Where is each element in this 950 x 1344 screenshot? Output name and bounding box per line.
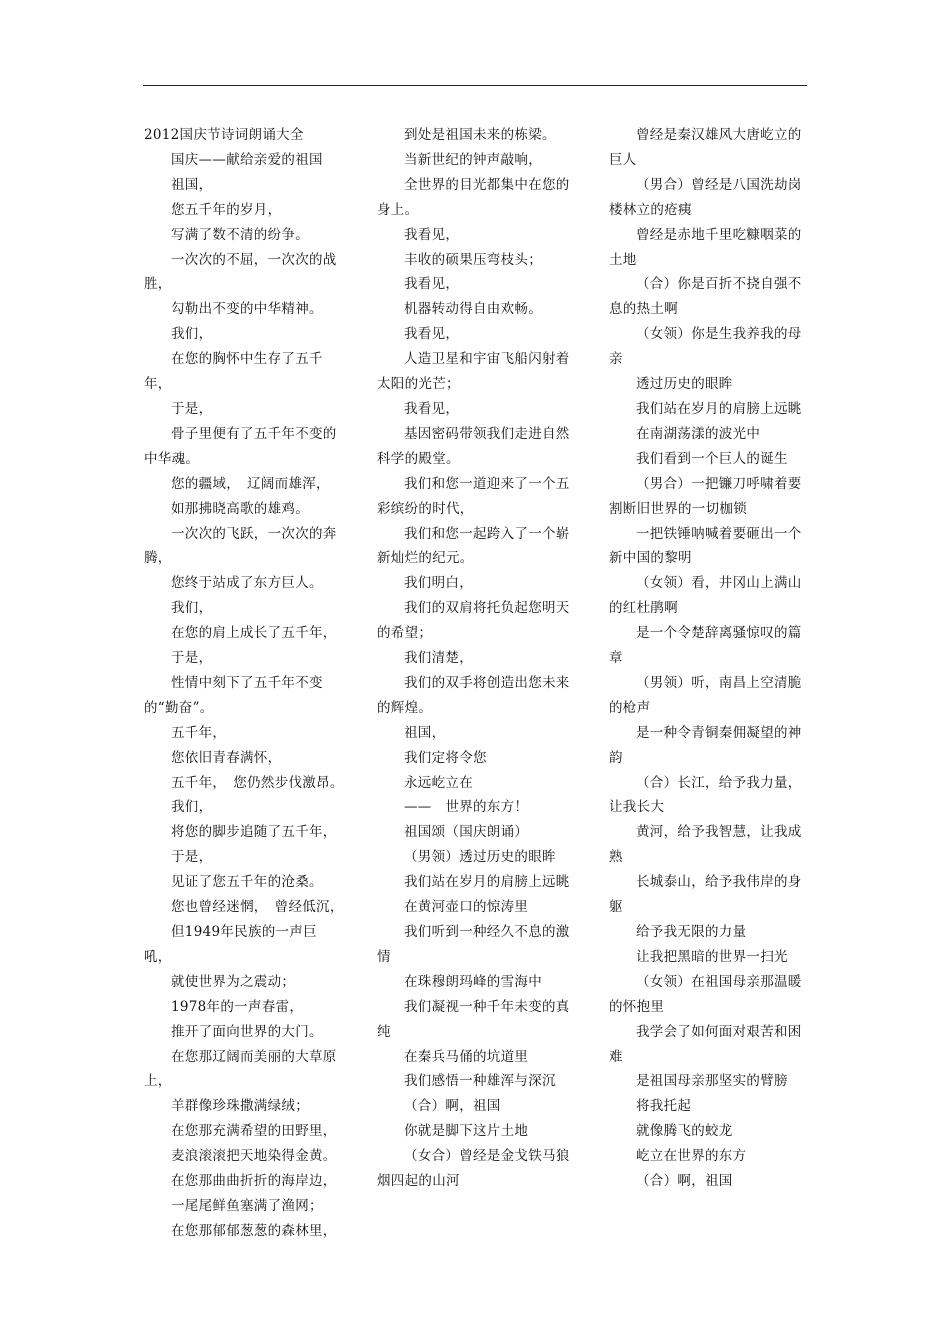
poem-line: 到处是祖国未来的栋梁。: [404, 127, 556, 143]
poem-line: 您五千年的岁月，: [171, 201, 282, 218]
poem-line: 曾经是赤地千里吃糠咽菜的土地: [609, 226, 802, 268]
poem-line: （男领）听，南昌上空清脆的枪声: [609, 674, 802, 716]
poem-line: 透过历史的眼眸: [636, 376, 733, 393]
poem-line: 黄河，给予我智慧，让我成熟: [609, 824, 802, 866]
poem-line: 国庆——献给亲爱的祖国: [171, 151, 323, 168]
poem-line: （女合）曾经是金戈铁马狼烟四起的山河: [377, 1148, 570, 1190]
poem-line: 我们的双肩将托负起您明天的希望；: [377, 600, 570, 642]
poem-line: 一把铁锤呐喊着要砸出一个新中国的黎明: [609, 525, 802, 567]
poem-line: 麦浪滚滚把天地染得金黄。: [171, 1148, 337, 1165]
poem-line: 您的疆域， 辽阔而雄浑，: [171, 475, 330, 492]
poem-line: —— 世界的东方！: [404, 799, 529, 816]
poem-line: 我们看到一个巨人的诞生: [636, 450, 788, 467]
poem-line: 我们站在岁月的肩膀上远眺: [636, 400, 802, 417]
poem-line: 一次次的不屈，一次次的战胜，: [144, 251, 337, 293]
poem-line: 在您那辽阔而美丽的大草原上，: [144, 1048, 337, 1090]
poem-line: 推开了面向世界的大门。: [171, 1023, 323, 1040]
poem-line: 于是，: [171, 650, 213, 667]
poem-line: 人造卫星和宇宙飞船闪射着太阳的光芒；: [377, 351, 570, 393]
poem-line: 我们凝视一种千年未变的真纯: [377, 998, 570, 1040]
poem-line: 我看见，: [404, 226, 460, 243]
poem-line: 让我把黑暗的世界一扫光: [636, 948, 788, 965]
header-rule: [143, 85, 807, 86]
poem-line: （男合）曾经是八国洗劫岗楼林立的疮痍: [609, 176, 802, 218]
poem-line: 我看见，: [404, 400, 460, 417]
poem-line: 在您的肩上成长了五千年，: [171, 625, 337, 642]
poem-line: 全世界的目光都集中在您的身上。: [377, 176, 570, 218]
poem-line: 在珠穆朗玛峰的雪海中: [404, 973, 542, 990]
poem-line: 您终于站成了东方巨人。: [171, 575, 323, 592]
text-column-3: [609, 123, 809, 1194]
poem-line: 曾经是秦汉雄风大唐屹立的巨人: [609, 127, 802, 168]
column-1-lines: [144, 148, 344, 1244]
poem-line: 羊群像珍珠撒满绿绒；: [171, 1098, 309, 1115]
poem-line: 丰收的硕果压弯枝头；: [404, 251, 542, 268]
poem-line: 如那拂晓高歌的雄鸡。: [171, 500, 309, 517]
poem-line: 是一种令青铜秦佣凝望的神韵: [609, 724, 802, 766]
poem-line: 在您那曲曲折折的海岸边，: [171, 1173, 337, 1190]
poem-line: 我们，: [171, 326, 213, 343]
poem-line: 我们站在岁月的肩膀上远眺: [404, 874, 570, 891]
poem-line: 我们，: [171, 799, 213, 816]
poem-line: 当新世纪的钟声敲响，: [404, 151, 542, 168]
poem-line: 永远屹立在: [404, 774, 473, 791]
poem-line: 我们感悟一种雄浑与深沉: [404, 1073, 556, 1090]
poem-line: 一尾尾鲜鱼塞满了渔网；: [171, 1197, 323, 1214]
poem-line: 性情中刻下了五千年不变的“勤奋”。: [144, 674, 323, 716]
poem-line: （女领）看，井冈山上满山的红杜鹃啊: [609, 575, 802, 617]
poem-line: 我看见，: [404, 326, 460, 343]
poem-line: 我学会了如何面对艰苦和困难: [609, 1023, 802, 1065]
poem-line: 我们清楚，: [404, 650, 473, 667]
poem-line: 就像腾飞的蛟龙: [636, 1123, 733, 1140]
poem-line: 我们的双手将创造出您未来的辉煌。: [377, 674, 570, 716]
poem-line: 我们，: [171, 600, 213, 617]
poem-line: 在您的胸怀中生存了五千年，: [144, 351, 323, 393]
poem-line: 于是，: [171, 849, 213, 866]
poem-line: 将您的脚步追随了五千年，: [171, 824, 337, 841]
poem-line: 在南湖荡漾的波光中: [636, 425, 761, 442]
text-column-2: [377, 123, 577, 1194]
poem-line: 我看见，: [404, 276, 460, 293]
poem-line: 给予我无限的力量: [636, 924, 747, 940]
poem-line: 您依旧青春满怀，: [171, 749, 282, 766]
poem-line: （合）长江，给予我力量，让我长大: [609, 774, 802, 816]
poem-line: 见证了您五千年的沧桑。: [171, 874, 323, 891]
poem-line: 五千年， 您仍然步伐激昂。: [171, 774, 344, 791]
poem-line: 我们和您一起跨入了一个崭新灿烂的纪元。: [377, 525, 570, 567]
poem-line: 写满了数不清的纷争。: [171, 226, 309, 243]
poem-line: 祖国颂（国庆朗诵）: [404, 824, 529, 841]
poem-line: 但1949年民族的一声巨吼，: [144, 924, 317, 965]
poem-line: 是一个令楚辞离骚惊叹的篇章: [609, 625, 802, 667]
column-3-lines: [609, 123, 809, 1194]
poem-line: 1978年的一声春雷，: [171, 998, 304, 1015]
poem-line: 我们和您一道迎来了一个五彩缤纷的时代，: [377, 475, 570, 517]
poem-line: 祖国，: [404, 724, 446, 741]
poem-line: 祖国，: [171, 176, 213, 193]
poem-line: 将我托起: [636, 1098, 692, 1115]
document-title: 2012国庆节诗词朗诵大全: [144, 127, 304, 143]
poem-line: （女领）在祖国母亲那温暖的怀抱里: [609, 973, 802, 1015]
poem-line: 在您那充满希望的田野里，: [171, 1123, 337, 1140]
text-column-1: [144, 123, 344, 1244]
poem-line: 我们定将令您: [404, 749, 487, 766]
poem-line: 在秦兵马俑的坑道里: [404, 1048, 529, 1065]
poem-line: 勾勒出不变的中华精神。: [171, 301, 323, 318]
poem-line: 于是，: [171, 400, 213, 417]
poem-line: 屹立在世界的东方: [636, 1148, 747, 1165]
poem-line: 您也曾经迷惘， 曾经低沉，: [171, 899, 344, 916]
poem-line: 长城泰山，给予我伟岸的身躯: [609, 874, 802, 916]
poem-line: 骨子里便有了五千年不变的中华魂。: [144, 425, 337, 467]
poem-line: 是祖国母亲那坚实的臂膀: [636, 1073, 788, 1090]
column-2-lines: [377, 123, 577, 1194]
poem-line: 在黄河壶口的惊涛里: [404, 899, 529, 916]
poem-line: 机器转动得自由欢畅。: [404, 301, 542, 318]
poem-line: （男领）透过历史的眼眸: [404, 849, 556, 866]
poem-line: 你就是脚下这片土地: [404, 1123, 529, 1140]
poem-line: 我们明白，: [404, 575, 473, 592]
poem-line: （合）啊，祖国: [636, 1173, 733, 1190]
poem-line: （女领）你是生我养我的母亲: [609, 326, 802, 368]
poem-line: 在您那郁郁葱葱的森林里，: [171, 1222, 337, 1239]
poem-line: （合）啊，祖国: [404, 1098, 501, 1115]
poem-line: （男合）一把镰刀呼啸着要割断旧世界的一切枷锁: [609, 475, 802, 517]
poem-line: 一次次的飞跃，一次次的奔腾，: [144, 525, 337, 567]
poem-line: （合）你是百折不挠自强不息的热土啊: [609, 276, 802, 318]
poem-line: 就使世界为之震动；: [171, 973, 296, 990]
poem-line: 基因密码带领我们走进自然科学的殿堂。: [377, 425, 570, 467]
poem-line: 五千年，: [171, 724, 227, 741]
poem-line: 我们听到一种经久不息的激情: [377, 924, 570, 965]
